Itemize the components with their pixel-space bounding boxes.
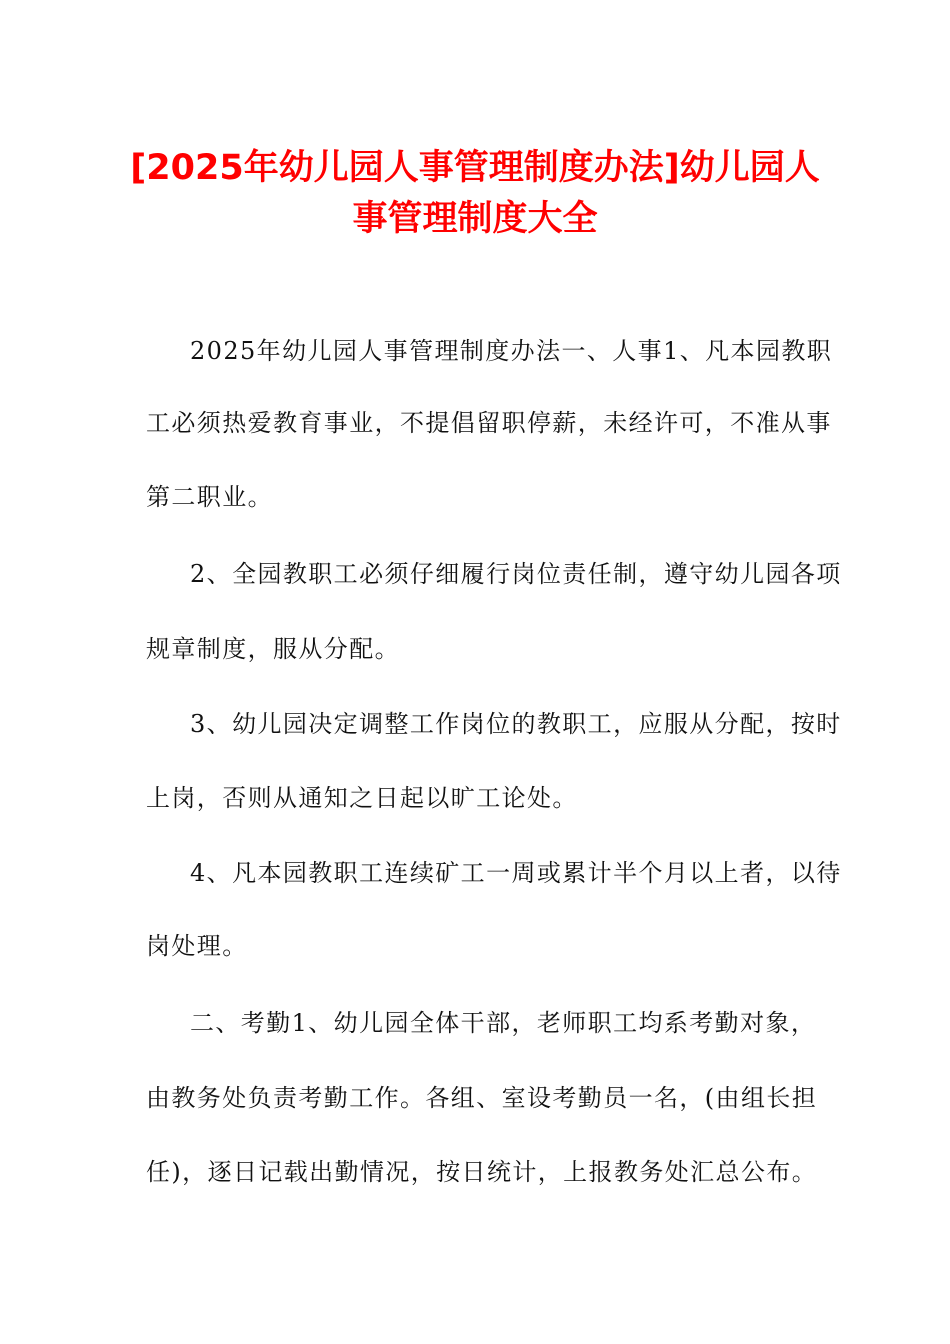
paragraph-1-line-1: 2025年幼儿园人事管理制度办法一、人事1、凡本园教职 [190, 337, 833, 365]
paragraph-3-line-1: 3、幼儿园决定调整工作岗位的教职工，应服从分配，按时 [190, 710, 842, 738]
paragraph-2-line-1: 2、全园教职工必须仔细履行岗位责任制，遵守幼儿园各项 [190, 560, 842, 588]
paragraph-3-line-2: 上岗，否则从通知之日起以旷工论处。 [146, 784, 578, 812]
document-title-line-1: [2025年幼儿园人事管理制度办法]幼儿园人 [130, 148, 820, 188]
paragraph-5-line-2: 由教务处负责考勤工作。各组、室设考勤员一名，(由组长担 [146, 1084, 818, 1112]
paragraph-5-line-1: 二、考勤1、幼儿园全体干部，老师职工均系考勤对象， [190, 1009, 817, 1037]
paragraph-2-line-2: 规章制度，服从分配。 [146, 635, 400, 663]
paragraph-1-line-3: 第二职业。 [146, 483, 273, 511]
paragraph-4-line-2: 岗处理。 [146, 932, 248, 960]
paragraph-1-line-2: 工必须热爱教育事业，不提倡留职停薪，未经许可，不准从事 [146, 409, 832, 437]
paragraph-4-line-1: 4、凡本园教职工连续矿工一周或累计半个月以上者，以待 [190, 859, 842, 887]
document-title-line-2: 事管理制度大全 [352, 199, 598, 239]
paragraph-5-line-3: 任)，逐日记载出勤情况，按日统计，上报教务处汇总公布。 [146, 1158, 818, 1186]
